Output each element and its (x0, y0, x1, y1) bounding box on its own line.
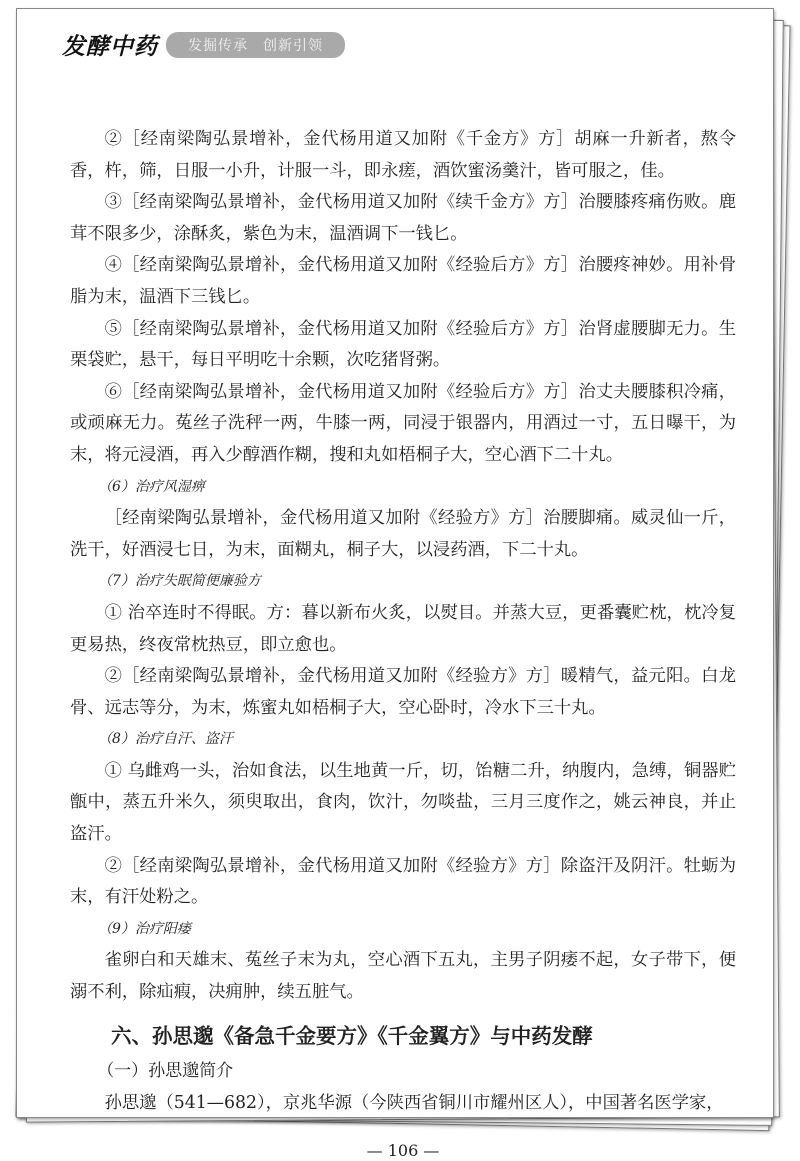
paragraph: ②［经南梁陶弘景增补，金代杨用道又加附《千金方》方］胡麻一升新者，熬令香，杵，筛，日服一小升，计服一斗，即永瘥，酒饮蜜汤羹汁，皆可服之，佳。 (70, 129, 736, 181)
running-header (62, 28, 345, 61)
paragraph: ⑥［经南梁陶弘景增补，金代杨用道又加附《经验后方》方］治丈夫腰膝积冷痛，或顽麻无力。菟丝子洗秤一两，牛膝一两，同浸于银器内，用酒过一寸，五日曝干，为末，将元浸酒，再入少醇酒作糊，搜和丸如梧桐子大，空心酒下二十丸。 (70, 381, 736, 465)
paragraph: ④［经南梁陶弘景增补，金代杨用道又加附《经验后方》方］治腰疼神妙。用补骨脂为末，温酒下三钱匕。 (70, 255, 736, 307)
paragraph: ⑤［经南梁陶弘景增补，金代杨用道又加附《经验后方》方］治肾虚腰脚无力。生栗袋贮，悬干，每日平明吃十余颗，次吃猪肾粥。 (70, 318, 736, 371)
book-logo: 发酵中药 (62, 33, 158, 60)
paragraph: 雀卵白和天雄末、菟丝子末为丸，空心酒下五丸，主男子阴痿不起，女子带下，便溺不利，除疝瘕，决痈肿，续五脏气。 (70, 950, 736, 1003)
paragraph: ②［经南梁陶弘景增补，金代杨用道又加附《经验方》方］暖精气，益元阳。白龙骨、远志等分，为末，炼蜜丸如梧桐子大，空心卧时，冷水下三十丸。 (70, 666, 736, 718)
subsection-heading: （6）治疗风湿痹 (98, 478, 205, 495)
paragraph: ③［经南梁陶弘景增补，金代杨用道又加附《续千金方》方］治腰膝疼痛伤败。鹿茸不限多少，涂酥炙，紫色为末，温酒调下一钱匕。 (70, 192, 736, 244)
subsection-title: （一）孙思邈简介 (97, 1061, 234, 1082)
paragraph: ［经南梁陶弘景增补，金代杨用道又加附《经验方》方］治腰脚痛。威灵仙一斤，洗干，好酒浸七日，为末，面糊丸，桐子大，以浸药酒，下二十丸。 (70, 508, 736, 560)
header-slogan: 发掘传承 创新引领 (166, 32, 345, 58)
page-number: — 106 — (366, 1141, 440, 1161)
paragraph: ②［经南梁陶弘景增补，金代杨用道又加附《经验方》方］除盗汗及阴汗。牡蛎为末，有汗处粉之。 (70, 855, 736, 908)
paragraph: ① 治卒连时不得眠。方：暮以新布火炙，以熨目。并蒸大豆，更番囊贮枕，枕冷复更易热，终夜常枕热豆，即立愈也。 (70, 602, 736, 655)
page-content (70, 124, 736, 1161)
paragraph: ① 乌雌鸡一头，治如食法，以生地黄一斤，切，饴糖二升，纳腹内，急缚，铜器贮甑中，蒸五升米久，须臾取出，食肉，饮汁，勿啖盐，三月三度作之，姚云神良，并止盗汗。 (70, 760, 736, 845)
paragraph: 孙思邈（541—682），京兆华源（今陕西省铜川市耀州区人），中国著名医学家， (104, 1092, 724, 1113)
subsection-heading: （7）治疗失眠简便廉验方 (98, 573, 261, 590)
subsection-heading: （8）治疗自汗、盗汗 (98, 731, 233, 748)
subsection-heading: （9）治疗阳痿 (98, 920, 191, 937)
section-heading: 六、孙思邈《备急千金要方》《千金翼方》与中药发酵 (111, 1023, 593, 1048)
page-body (70, 124, 736, 1119)
